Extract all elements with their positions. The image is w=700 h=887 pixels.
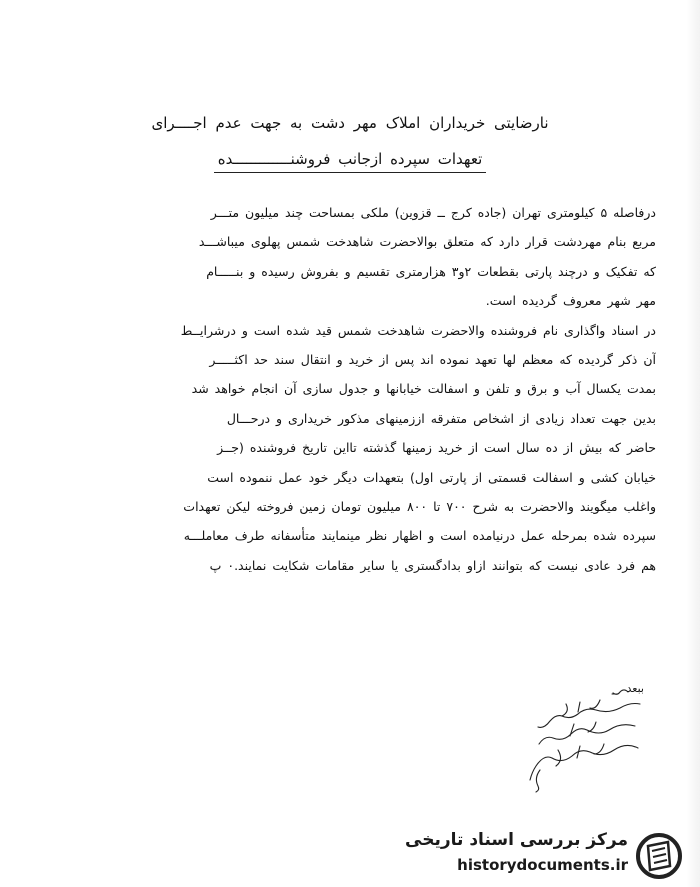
archive-watermark [405,828,690,884]
body-line: در اسناد واگذاری نام فروشنده والاحضرت شاهدخت شمس قید شده است و درشرایــط [180,322,656,338]
body-line: که تفکیک و درچند پارتی بقطعات ۲و۳ هزارمتری تقسیم و بفروش رسیده و بنـــــام [206,263,656,279]
body-line: بدین جهت تعداد زیادی از اشخاص متفرقه اززمینهای مذکور خریداری و درحـــال [226,410,656,426]
scan-edge-shadow [686,0,700,887]
handwritten-signature [500,682,650,796]
document-archive-logo-icon [634,832,684,880]
document-body [36,198,656,580]
signature-scribble-icon [500,686,650,796]
body-line: درفاصله ۵ کیلومتری تهران (جاده کرج ــ قزوین) ملکی بمساحت چند میلیون متـــر [210,205,656,220]
watermark-url: historydocuments.ir [457,856,628,874]
body-line: واغلب میگویند والاحضرت به شرح ۷۰۰ تا ۸۰۰ میلیون تومان زمین فروخته لیکن تعهدات [183,498,656,514]
watermark-title: مرکز بررسی اسناد تاریخی [405,830,628,850]
document-title [90,112,610,173]
signature-heading: ببعد [626,682,644,695]
body-line: حاضر که بیش از ده سال است از خرید زمینها گذشته تااین تاریخ فروشنده (جــز [217,440,656,456]
body-line: هم فرد عادی نیست که بتوانند ازاو بدادگستری یا سایر مقامات شکایت نمایند.۰ پ [209,557,656,573]
body-line: خیابان کشی و اسفالت قسمتی از پارتی اول) بتعهدات دیگر خود عمل ننموده است [207,469,656,485]
body-line: سپرده شده بمرحله عمل درنیامده است و اظهار نظر مینمایند متأسفانه طرف معاملـــه [183,528,656,544]
body-line: بمدت یکسال آب و برق و تلفن و اسفالت خیابانها و جدول سازی آن انجام خواهد شد [191,381,656,397]
body-line: آن ذکر گردیده که معظم لها تعهد نموده اند پس از خرید و انتقال سند حد اکثـــــر [209,351,656,367]
body-line: مهر شهر معروف گردیده است. [485,293,656,309]
title-line-2: تعهدات سپرده ازجانب فروشنـــــــــــــده [214,148,487,173]
title-line-1: نارضایتی خریداران املاک مهر دشت به جهت عدم اجــــرای [151,114,549,132]
body-line: مربع بنام مهردشت قرار دارد که متعلق بوالاحضرت شاهدخت شمس پهلوی میباشـــد [198,234,656,250]
